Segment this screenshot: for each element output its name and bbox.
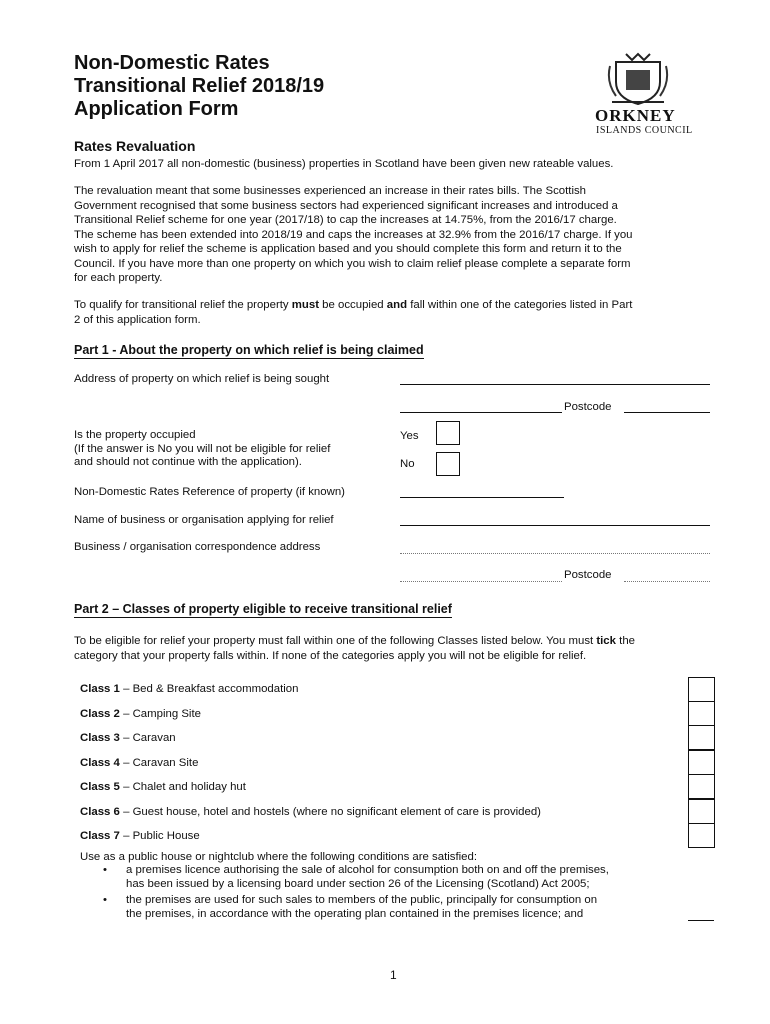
class-2-checkbox[interactable] (688, 701, 715, 726)
emphasis-tick: tick (596, 635, 616, 647)
part1-heading: Part 1 - About the property on which relief is being claimed (74, 343, 424, 357)
title-line-1: Non-Domestic Rates (74, 52, 270, 74)
business-name-input[interactable] (400, 525, 710, 526)
correspondence-postcode-input[interactable] (624, 581, 710, 582)
reference-label: Non-Domestic Rates Reference of property (if known) (74, 486, 345, 498)
part2-heading: Part 2 – Classes of property eligible to receive transitional relief (74, 602, 452, 616)
para2-line: wish to apply for relief the scheme is application based and you should complete this form and return it to the (74, 243, 622, 255)
part2-intro: To be eligible for relief your property must fall within one of the following Classes listed below. You must tick the category that your property falls within. If none of the categories apply you will not be eligible for relief. (74, 635, 635, 662)
correspondence-label: Business / organisation correspondence address (74, 541, 321, 553)
class-5-label: Class 5 – Chalet and holiday hut (80, 781, 246, 793)
class-7-label: Class 7 – Public House (80, 830, 200, 842)
para2-line: for each property. (74, 272, 163, 284)
revaluation-paragraph-1: From 1 April 2017 all non-domestic (business) properties in Scotland have been given new rateable values. (74, 158, 614, 170)
logo-subtitle: ISLANDS COUNCIL (596, 125, 693, 136)
logo-wordmark: ORKNEY (595, 106, 676, 125)
emphasis-and: and (386, 299, 408, 311)
form-title (74, 52, 324, 121)
para2-line: Government recognised that some business sectors had experienced significant increases and introduced a (74, 199, 618, 212)
address-label: Address of property on which relief is being sought (74, 373, 330, 385)
bullet-icon: • (103, 894, 107, 906)
revaluation-paragraph-2 (74, 184, 714, 286)
reference-input[interactable] (400, 497, 564, 498)
para2-line: The revaluation meant that some businesses experienced an increase in their rates bills. The Scottish (74, 185, 587, 197)
correspondence-input-line-2[interactable] (400, 581, 562, 582)
class-3-label: Class 3 – Caravan (80, 732, 176, 744)
class-1-checkbox[interactable] (688, 677, 715, 702)
address-input-line-1[interactable] (400, 384, 710, 385)
council-crest-logo (606, 52, 670, 106)
revaluation-paragraph-3: To qualify for transitional relief the property must be occupied and fall within one of the categories listed in Part 2 of this application form. (74, 299, 633, 326)
para2-line: Transitional Relief scheme for one year (2017/18) to cap the increases at 14.75%, from the 2016/17 charge. (74, 214, 617, 226)
address-input-line-2[interactable] (400, 412, 562, 413)
para2-line: Council. If you have more than one property on which you wish to claim relief please complete a separate form (74, 257, 631, 270)
occupied-label: Is the property occupied (If the answer is No you will not be eligible for relief and should not continue with the application). (74, 429, 331, 468)
page-number: 1 (390, 968, 397, 982)
no-label: No (400, 458, 415, 470)
emphasis-must: must (291, 299, 320, 311)
class-1-label: Class 1 – Bed & Breakfast accommodation (80, 683, 299, 695)
class-5-checkbox[interactable] (688, 774, 715, 799)
class-2-label: Class 2 – Camping Site (80, 708, 201, 720)
bullet-continuation-line (688, 920, 714, 921)
postcode-label-2: Postcode (564, 569, 612, 581)
occupied-no-checkbox[interactable] (436, 452, 460, 476)
public-house-intro: Use as a public house or nightclub where the following conditions are satisfied: (80, 851, 478, 863)
section-heading-revaluation: Rates Revaluation (74, 138, 196, 154)
correspondence-input-line-1[interactable] (400, 553, 710, 554)
business-name-label: Name of business or organisation applying for relief (74, 514, 334, 526)
class-6-label: Class 6 – Guest house, hotel and hostels (where no significant element of care is provided) (80, 806, 541, 818)
bullet-1-text: a premises licence authorising the sale of alcohol for consumption both on and off the premises, has been issued by a licensing board under section 26 of the Licensing (Scotland) Act 2005; (126, 864, 609, 890)
class-6-checkbox[interactable] (688, 799, 715, 824)
bullet-icon: • (103, 864, 107, 876)
title-line-2: Transitional Relief 2018/19 (74, 75, 325, 97)
occupied-yes-checkbox[interactable] (436, 421, 460, 445)
class-4-checkbox[interactable] (688, 750, 715, 775)
postcode-label: Postcode (564, 401, 612, 413)
yes-label: Yes (400, 430, 419, 442)
bullet-2-text: the premises are used for such sales to members of the public, principally for consumption on the premises, in accordance with the operating plan contained in the premises licence; and (126, 894, 598, 920)
postcode-input[interactable] (624, 412, 710, 413)
para2-line: The scheme has been extended into 2018/19 and caps the increases at 32.9% from the 2016/17 charge. If you (74, 228, 633, 241)
title-line-3: Application Form (74, 98, 239, 120)
class-3-checkbox[interactable] (688, 725, 715, 750)
class-4-label: Class 4 – Caravan Site (80, 757, 199, 769)
class-7-checkbox[interactable] (688, 823, 715, 848)
